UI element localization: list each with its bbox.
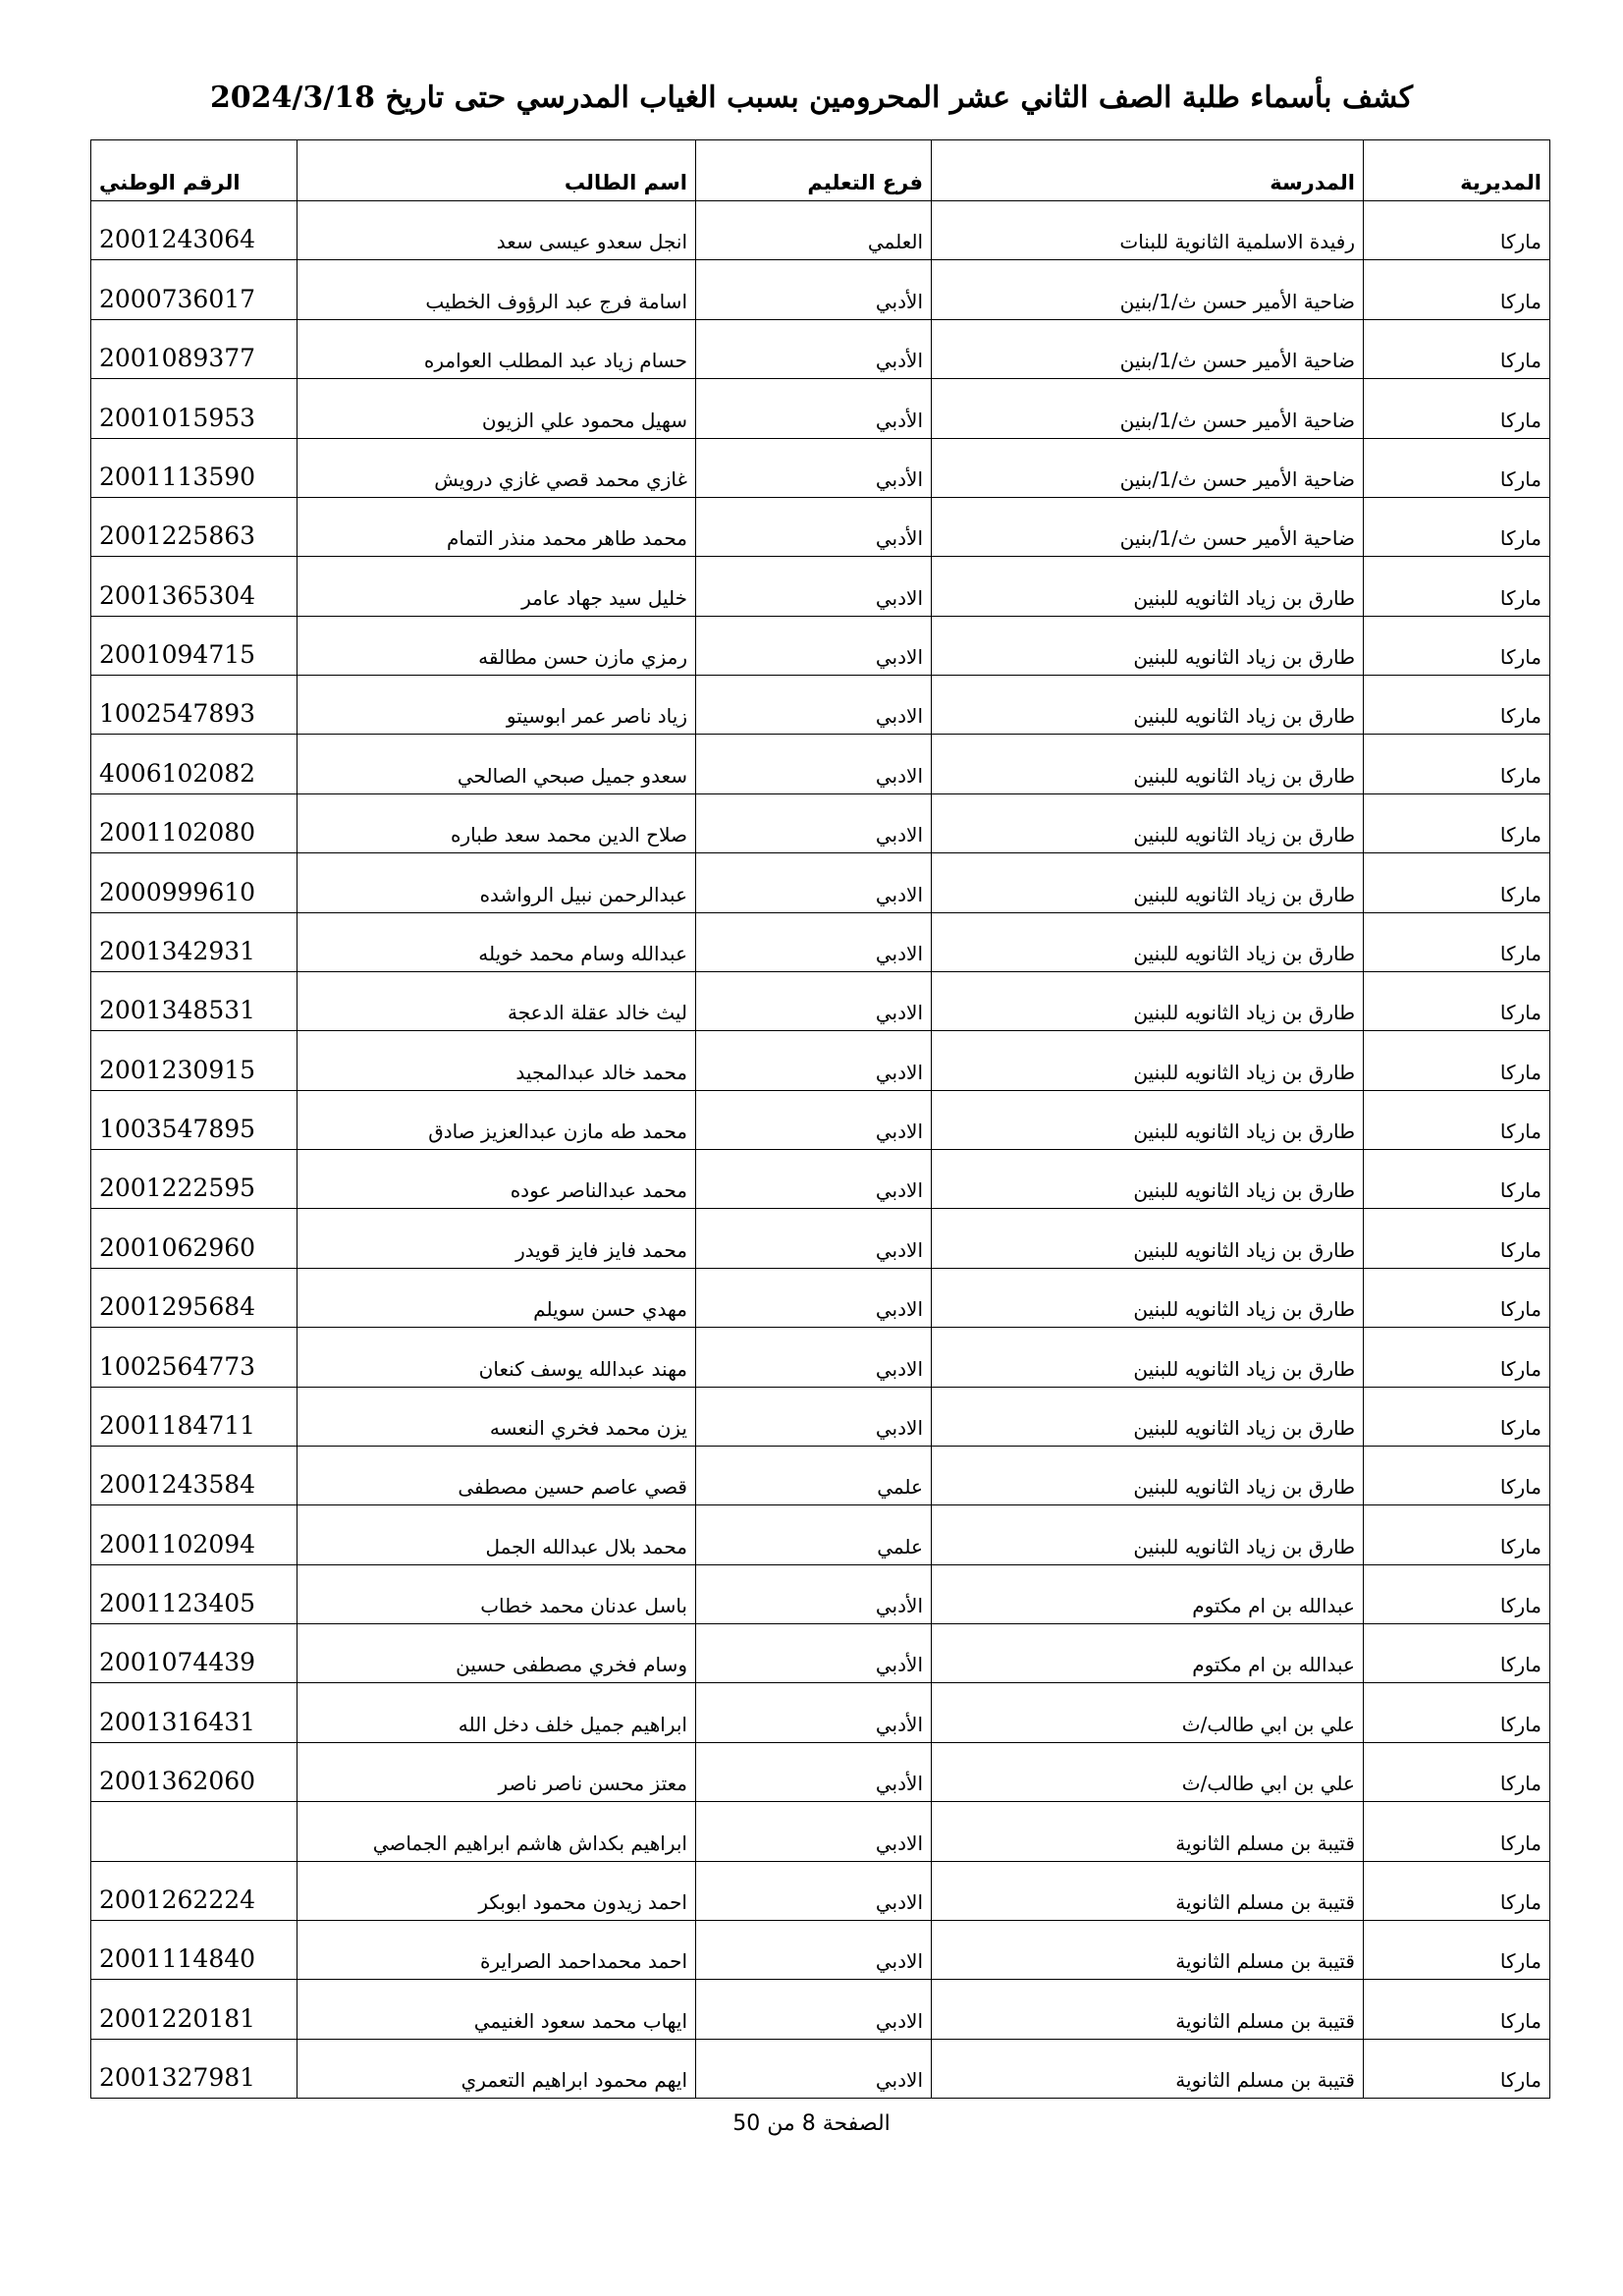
- cell-student-name: سهيل محمود علي الزيون: [298, 379, 696, 438]
- cell-branch: الادبي: [696, 1031, 932, 1090]
- table-row: [91, 1683, 1550, 1742]
- cell-branch: الادبي: [696, 1802, 932, 1861]
- table-row: [91, 438, 1550, 497]
- cell-school: قتيبة بن مسلم الثانوية: [932, 1802, 1364, 1861]
- cell-branch: الأدبي: [696, 1683, 932, 1742]
- cell-branch: الادبي: [696, 853, 932, 912]
- table-row: [91, 1031, 1550, 1090]
- cell-national-id: 4006102082: [91, 735, 298, 793]
- cell-branch: الادبي: [696, 1980, 932, 2039]
- cell-student-name: مهدي حسن سويلم: [298, 1268, 696, 1327]
- cell-directorate: ماركا: [1364, 971, 1550, 1030]
- cell-directorate: ماركا: [1364, 201, 1550, 260]
- cell-directorate: ماركا: [1364, 1802, 1550, 1861]
- table-row: [91, 793, 1550, 852]
- table-row: [91, 379, 1550, 438]
- cell-directorate: ماركا: [1364, 379, 1550, 438]
- cell-school: طارق بن زياد الثانويه للبنين: [932, 1387, 1364, 1446]
- cell-directorate: ماركا: [1364, 1387, 1550, 1446]
- cell-student-name: محمد بلال عبدالله الجمل: [298, 1505, 696, 1564]
- table-row: [91, 616, 1550, 675]
- cell-school: طارق بن زياد الثانويه للبنين: [932, 971, 1364, 1030]
- table-row: [91, 497, 1550, 556]
- cell-national-id: 2001074439: [91, 1624, 298, 1683]
- cell-directorate: ماركا: [1364, 1031, 1550, 1090]
- cell-student-name: ابراهيم بكداش هاشم ابراهيم الجماصي: [298, 1802, 696, 1861]
- table-row: [91, 1150, 1550, 1209]
- cell-student-name: يزن محمد فخري النعسه: [298, 1387, 696, 1446]
- cell-national-id: 2001102094: [91, 1505, 298, 1564]
- cell-branch: الادبي: [696, 912, 932, 971]
- cell-national-id: 2001114840: [91, 1920, 298, 1979]
- cell-national-id: 2001089377: [91, 319, 298, 378]
- cell-directorate: ماركا: [1364, 676, 1550, 735]
- cell-student-name: احمد زيدون محمود ابوبكر: [298, 1861, 696, 1920]
- cell-directorate: ماركا: [1364, 1209, 1550, 1268]
- table-row: [91, 1564, 1550, 1623]
- cell-school: طارق بن زياد الثانويه للبنين: [932, 1268, 1364, 1327]
- cell-student-name: ايهاب محمد سعود الغنيمي: [298, 1980, 696, 2039]
- cell-directorate: ماركا: [1364, 557, 1550, 616]
- cell-national-id: 2001362060: [91, 1742, 298, 1801]
- cell-directorate: ماركا: [1364, 735, 1550, 793]
- cell-directorate: ماركا: [1364, 1624, 1550, 1683]
- cell-directorate: ماركا: [1364, 438, 1550, 497]
- cell-school: قتيبة بن مسلم الثانوية: [932, 1980, 1364, 2039]
- cell-branch: الأدبي: [696, 319, 932, 378]
- cell-school: طارق بن زياد الثانويه للبنين: [932, 1446, 1364, 1504]
- header-student-name: اسم الطالب: [298, 140, 696, 201]
- cell-school: قتيبة بن مسلم الثانوية: [932, 2039, 1364, 2098]
- table-row: [91, 971, 1550, 1030]
- table-row: [91, 2039, 1550, 2098]
- cell-national-id: 1002564773: [91, 1328, 298, 1387]
- page-footer: الصفحة 8 من 50: [732, 2111, 891, 2136]
- cell-school: طارق بن زياد الثانويه للبنين: [932, 1505, 1364, 1564]
- table-row: [91, 260, 1550, 319]
- cell-national-id: 2001230915: [91, 1031, 298, 1090]
- cell-student-name: وسام فخري مصطفى حسين: [298, 1624, 696, 1683]
- cell-school: طارق بن زياد الثانويه للبنين: [932, 557, 1364, 616]
- cell-student-name: خليل سيد جهاد عامر: [298, 557, 696, 616]
- cell-national-id: 2001113590: [91, 438, 298, 497]
- cell-school: ضاحية الأمير حسن ث/1/بنين: [932, 319, 1364, 378]
- cell-student-name: انجل سعدو عيسى سعد: [298, 201, 696, 260]
- cell-student-name: مهند عبدالله يوسف كنعان: [298, 1328, 696, 1387]
- table-row: [91, 557, 1550, 616]
- table-row: [91, 1505, 1550, 1564]
- cell-student-name: محمد طاهر محمد منذر التمام: [298, 497, 696, 556]
- cell-student-name: غازي محمد قصي غازي درويش: [298, 438, 696, 497]
- cell-national-id: 2001316431: [91, 1683, 298, 1742]
- cell-national-id: 2001222595: [91, 1150, 298, 1209]
- cell-branch: العلمي: [696, 201, 932, 260]
- cell-national-id: 2001295684: [91, 1268, 298, 1327]
- table-row: [91, 201, 1550, 260]
- cell-directorate: ماركا: [1364, 793, 1550, 852]
- cell-student-name: معتز محسن ناصر ناصر: [298, 1742, 696, 1801]
- cell-directorate: ماركا: [1364, 497, 1550, 556]
- cell-student-name: باسل عدنان محمد خطاب: [298, 1564, 696, 1623]
- cell-branch: الادبي: [696, 1150, 932, 1209]
- cell-branch: الادبي: [696, 1090, 932, 1149]
- cell-branch: الادبي: [696, 1861, 932, 1920]
- cell-branch: الادبي: [696, 1328, 932, 1387]
- cell-student-name: رمزي مازن حسن مطالقه: [298, 616, 696, 675]
- cell-directorate: ماركا: [1364, 616, 1550, 675]
- cell-branch: الأدبي: [696, 379, 932, 438]
- cell-national-id: 1002547893: [91, 676, 298, 735]
- cell-branch: الأدبي: [696, 1742, 932, 1801]
- cell-directorate: ماركا: [1364, 1090, 1550, 1149]
- cell-national-id: 2001220181: [91, 1980, 298, 2039]
- cell-directorate: ماركا: [1364, 1861, 1550, 1920]
- cell-school: طارق بن زياد الثانويه للبنين: [932, 1031, 1364, 1090]
- table-row: [91, 912, 1550, 971]
- table-row: [91, 1802, 1550, 1861]
- cell-student-name: محمد فايز فايز قويدر: [298, 1209, 696, 1268]
- table-row: [91, 1624, 1550, 1683]
- cell-directorate: ماركا: [1364, 912, 1550, 971]
- cell-branch: الادبي: [696, 616, 932, 675]
- cell-school: علي بن ابي طالب/ث: [932, 1742, 1364, 1801]
- cell-school: طارق بن زياد الثانويه للبنين: [932, 616, 1364, 675]
- cell-school: طارق بن زياد الثانويه للبنين: [932, 853, 1364, 912]
- cell-branch: الادبي: [696, 676, 932, 735]
- cell-student-name: قصي عاصم حسين مصطفى: [298, 1446, 696, 1504]
- cell-school: ضاحية الأمير حسن ث/1/بنين: [932, 260, 1364, 319]
- cell-school: طارق بن زياد الثانويه للبنين: [932, 1328, 1364, 1387]
- cell-national-id: 2001348531: [91, 971, 298, 1030]
- cell-branch: علمي: [696, 1505, 932, 1564]
- cell-student-name: سعدو جميل صبحي الصالحي: [298, 735, 696, 793]
- table-row: [91, 1268, 1550, 1327]
- cell-directorate: ماركا: [1364, 1742, 1550, 1801]
- cell-school: علي بن ابي طالب/ث: [932, 1683, 1364, 1742]
- table-row: [91, 1328, 1550, 1387]
- table-row: [91, 1209, 1550, 1268]
- cell-branch: علمي: [696, 1446, 932, 1504]
- cell-national-id: 2001243584: [91, 1446, 298, 1504]
- table-row: [91, 1861, 1550, 1920]
- table-row: [91, 735, 1550, 793]
- header-school: المدرسة: [932, 140, 1364, 201]
- table-row: [91, 1446, 1550, 1504]
- cell-branch: الأدبي: [696, 438, 932, 497]
- cell-school: ضاحية الأمير حسن ث/1/بنين: [932, 497, 1364, 556]
- cell-branch: الادبي: [696, 1920, 932, 1979]
- cell-directorate: ماركا: [1364, 853, 1550, 912]
- cell-directorate: ماركا: [1364, 1446, 1550, 1504]
- cell-student-name: عبدالرحمن نبيل الرواشده: [298, 853, 696, 912]
- cell-student-name: محمد عبدالناصر عوده: [298, 1150, 696, 1209]
- table-row: [91, 676, 1550, 735]
- table-row: [91, 319, 1550, 378]
- cell-directorate: ماركا: [1364, 1150, 1550, 1209]
- cell-school: قتيبة بن مسلم الثانوية: [932, 1861, 1364, 1920]
- cell-national-id: 2001225863: [91, 497, 298, 556]
- students-table: [90, 139, 1550, 2099]
- cell-national-id: 1003547895: [91, 1090, 298, 1149]
- cell-school: طارق بن زياد الثانويه للبنين: [932, 1150, 1364, 1209]
- cell-national-id: 2001094715: [91, 616, 298, 675]
- cell-branch: الادبي: [696, 971, 932, 1030]
- cell-directorate: ماركا: [1364, 1328, 1550, 1387]
- cell-branch: الأدبي: [696, 260, 932, 319]
- cell-branch: الادبي: [696, 2039, 932, 2098]
- cell-national-id: [91, 1802, 298, 1861]
- cell-branch: الادبي: [696, 557, 932, 616]
- cell-directorate: ماركا: [1364, 1505, 1550, 1564]
- cell-student-name: ايهم محمود ابراهيم التعمري: [298, 2039, 696, 2098]
- cell-branch: الادبي: [696, 793, 932, 852]
- cell-student-name: زياد ناصر عمر ابوسيتو: [298, 676, 696, 735]
- cell-directorate: ماركا: [1364, 2039, 1550, 2098]
- cell-school: ضاحية الأمير حسن ث/1/بنين: [932, 379, 1364, 438]
- cell-student-name: حسام زياد عبد المطلب العوامره: [298, 319, 696, 378]
- cell-school: طارق بن زياد الثانويه للبنين: [932, 793, 1364, 852]
- cell-school: قتيبة بن مسلم الثانوية: [932, 1920, 1364, 1979]
- table-row: [91, 1742, 1550, 1801]
- cell-directorate: ماركا: [1364, 1920, 1550, 1979]
- cell-branch: الأدبي: [696, 1624, 932, 1683]
- cell-national-id: 2001243064: [91, 201, 298, 260]
- cell-student-name: احمد محمداحمد الصرايرة: [298, 1920, 696, 1979]
- cell-national-id: 2001342931: [91, 912, 298, 971]
- cell-directorate: ماركا: [1364, 1683, 1550, 1742]
- cell-school: طارق بن زياد الثانويه للبنين: [932, 735, 1364, 793]
- cell-national-id: 2000999610: [91, 853, 298, 912]
- table-row: [91, 1090, 1550, 1149]
- cell-branch: الادبي: [696, 1268, 932, 1327]
- cell-student-name: عبدالله وسام محمد خويله: [298, 912, 696, 971]
- cell-national-id: 2000736017: [91, 260, 298, 319]
- cell-national-id: 2001062960: [91, 1209, 298, 1268]
- cell-school: طارق بن زياد الثانويه للبنين: [932, 676, 1364, 735]
- cell-student-name: محمد طه مازن عبدالعزيز صادق: [298, 1090, 696, 1149]
- table-row: [91, 1920, 1550, 1979]
- cell-school: ضاحية الأمير حسن ث/1/بنين: [932, 438, 1364, 497]
- cell-school: عبدالله بن ام مكتوم: [932, 1624, 1364, 1683]
- table-header-row: [91, 140, 1550, 201]
- cell-national-id: 2001365304: [91, 557, 298, 616]
- cell-school: رفيدة الاسلمية الثانوية للبنات: [932, 201, 1364, 260]
- cell-directorate: ماركا: [1364, 1980, 1550, 2039]
- cell-national-id: 2001262224: [91, 1861, 298, 1920]
- document-title: كشف بأسماء طلبة الصف الثاني عشر المحرومين بسبب الغياب المدرسي حتى تاريخ 2024/3/18: [209, 81, 1414, 115]
- cell-branch: الادبي: [696, 735, 932, 793]
- cell-directorate: ماركا: [1364, 260, 1550, 319]
- cell-national-id: 2001327981: [91, 2039, 298, 2098]
- cell-school: طارق بن زياد الثانويه للبنين: [932, 1209, 1364, 1268]
- cell-school: عبدالله بن ام مكتوم: [932, 1564, 1364, 1623]
- table-row: [91, 1387, 1550, 1446]
- cell-directorate: ماركا: [1364, 1564, 1550, 1623]
- header-directorate: المديرية: [1364, 140, 1550, 201]
- cell-student-name: ليث خالد عقلة الدعجة: [298, 971, 696, 1030]
- cell-national-id: 2001015953: [91, 379, 298, 438]
- cell-national-id: 2001102080: [91, 793, 298, 852]
- cell-student-name: محمد خالد عبدالمجيد: [298, 1031, 696, 1090]
- cell-student-name: اسامة فرج عبد الرؤوف الخطيب: [298, 260, 696, 319]
- cell-student-name: ابراهيم جميل خلف دخل الله: [298, 1683, 696, 1742]
- table-row: [91, 1980, 1550, 2039]
- cell-student-name: صلاح الدين محمد سعد طباره: [298, 793, 696, 852]
- header-national-id: الرقم الوطني: [91, 140, 298, 201]
- cell-national-id: 2001123405: [91, 1564, 298, 1623]
- cell-branch: الأدبي: [696, 497, 932, 556]
- cell-school: طارق بن زياد الثانويه للبنين: [932, 1090, 1364, 1149]
- cell-branch: الادبي: [696, 1387, 932, 1446]
- cell-branch: الأدبي: [696, 1564, 932, 1623]
- table-row: [91, 853, 1550, 912]
- header-branch: فرع التعليم: [696, 140, 932, 201]
- cell-directorate: ماركا: [1364, 1268, 1550, 1327]
- cell-directorate: ماركا: [1364, 319, 1550, 378]
- cell-school: طارق بن زياد الثانويه للبنين: [932, 912, 1364, 971]
- cell-branch: الادبي: [696, 1209, 932, 1268]
- cell-national-id: 2001184711: [91, 1387, 298, 1446]
